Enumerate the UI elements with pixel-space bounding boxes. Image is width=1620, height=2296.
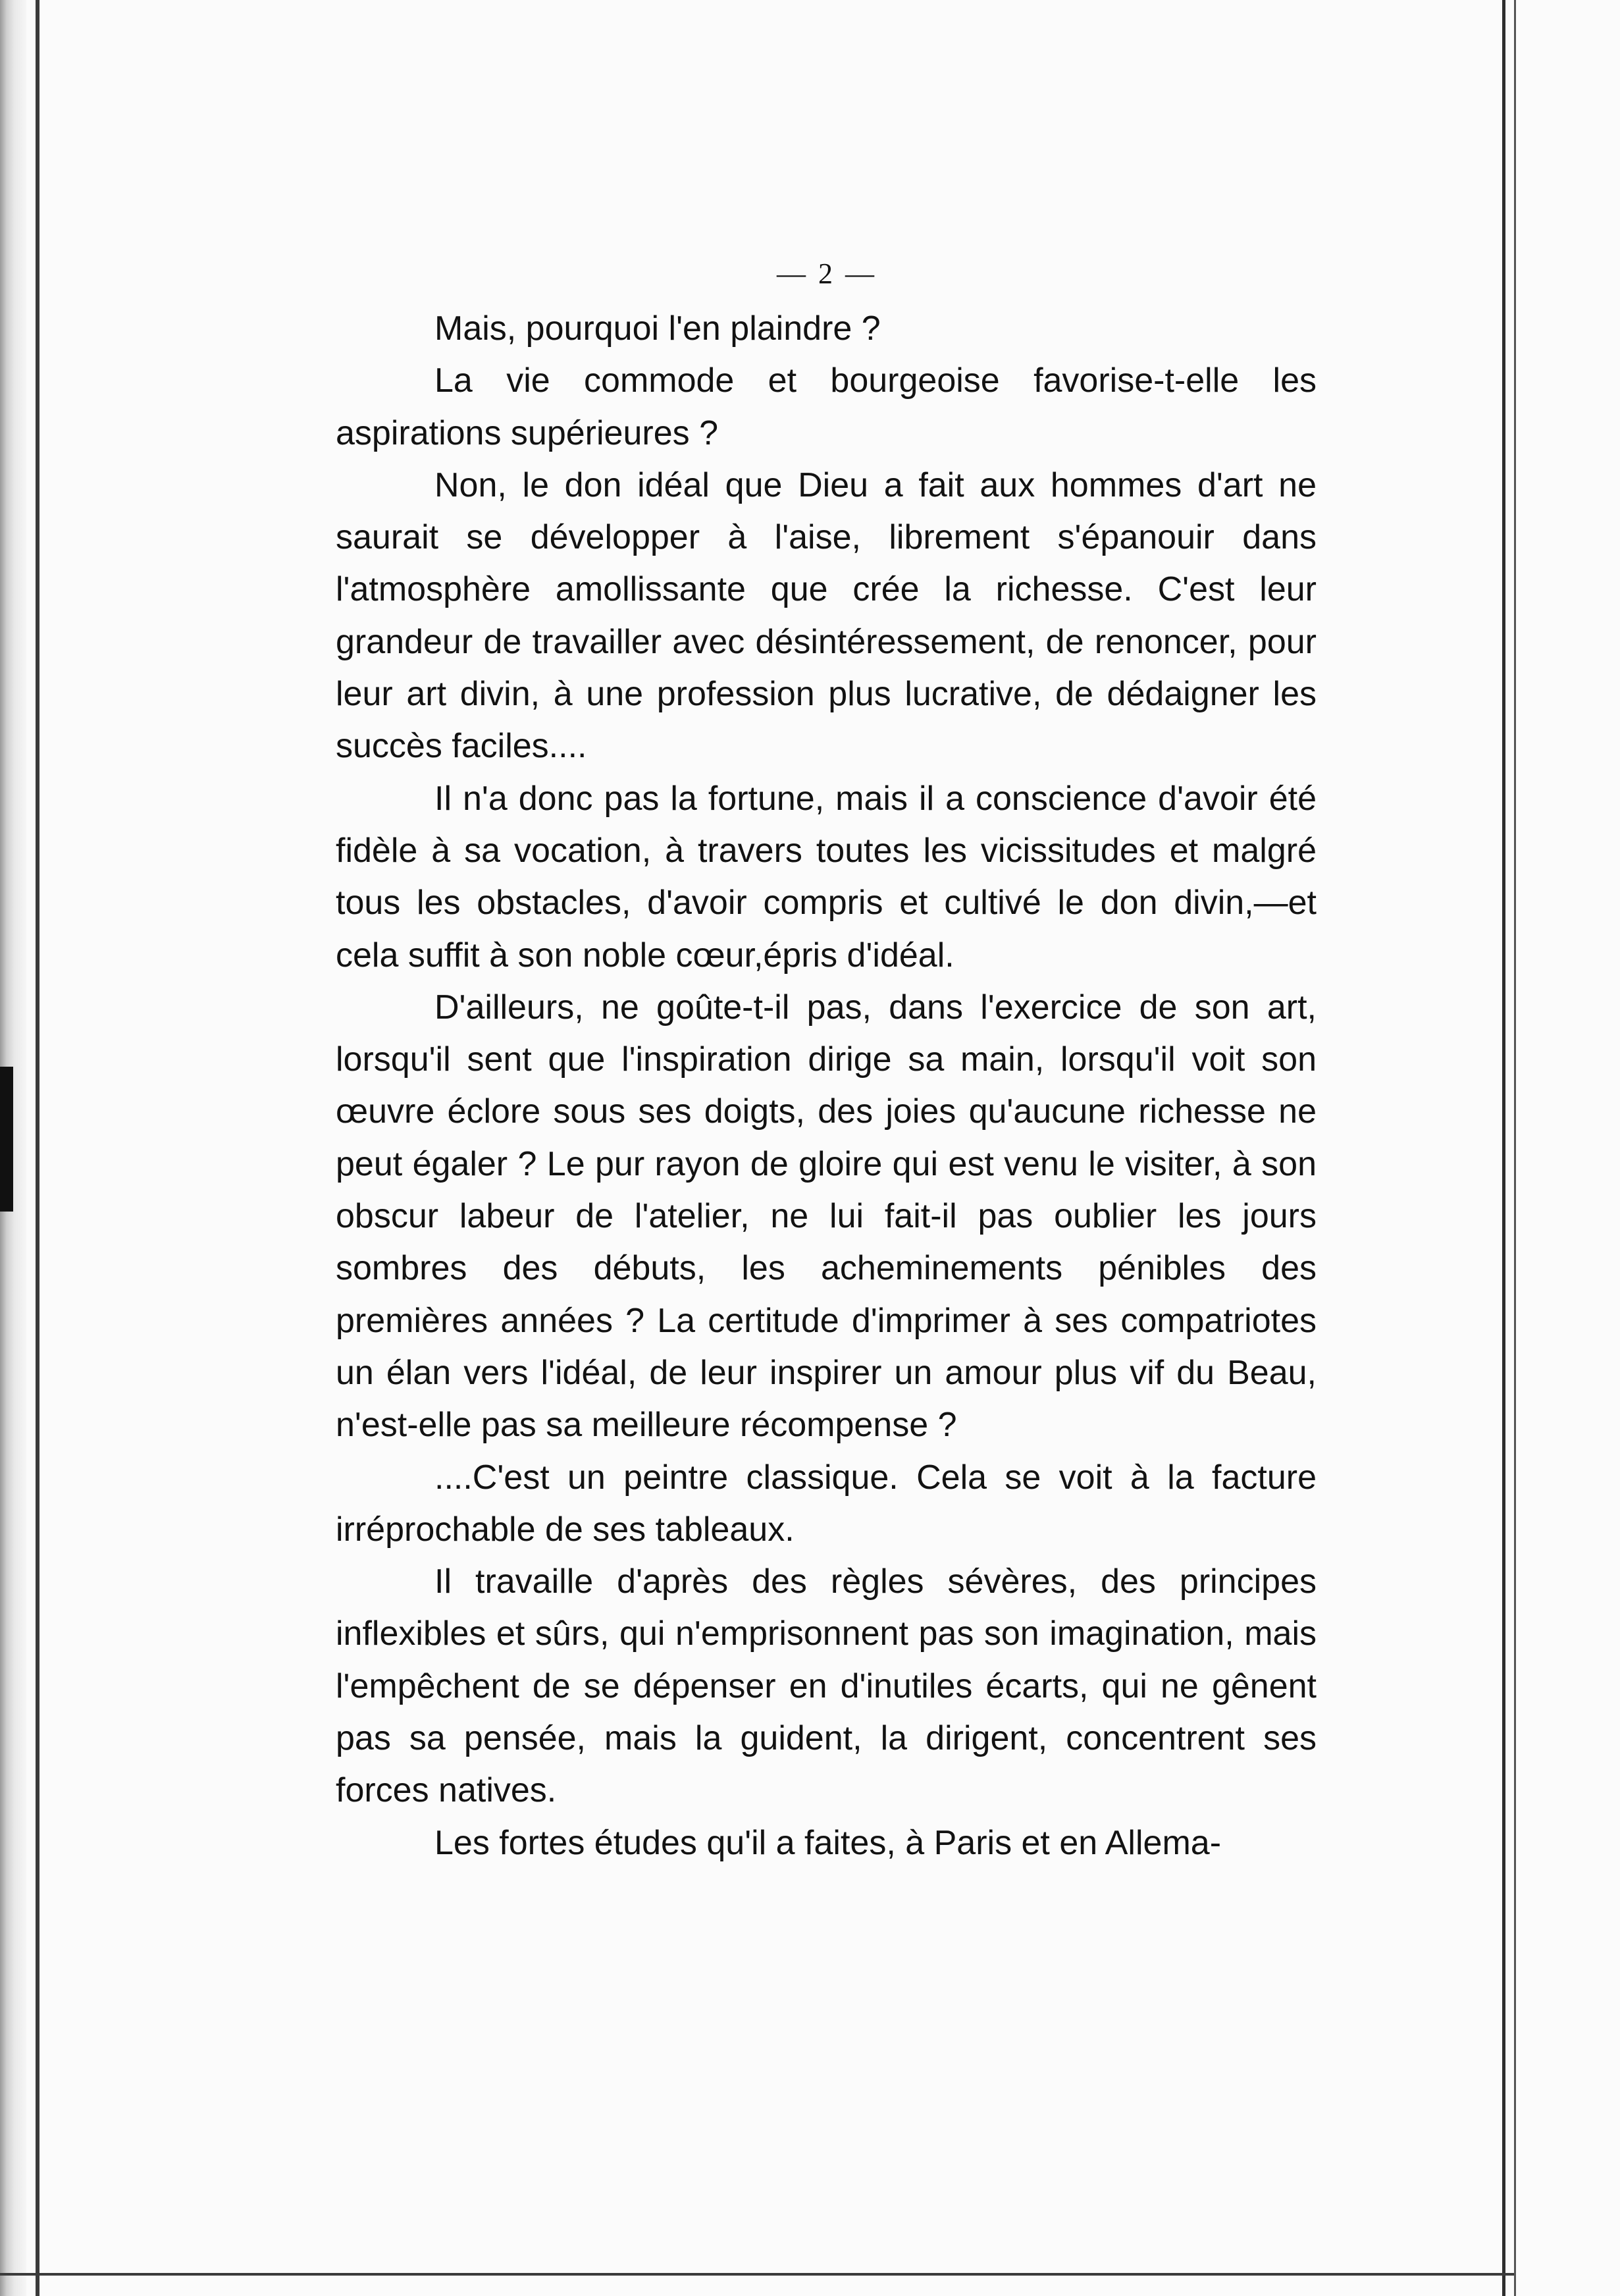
paragraph-4: Il n'a donc pas la fortune, mais il a conscience d'avoir été fidèle à sa vocation, à travers toutes les vicissitudes et malgré tous les obstacles, d'avoir compris et cultivé le don divin,—et cela suffit à son noble cœur,épris d'idéal. — [336, 779, 1317, 974]
paragraph-8: Les fortes études qu'il a faites, à Paris et en Allema- — [434, 1823, 1222, 1862]
paragraph-2: La vie commode et bourgeoise favorise-t-elle les aspirations supérieures ? — [336, 361, 1317, 452]
paragraph-7: Il travaille d'après des règles sévères, des principes inflexibles et sûrs, qui n'emprisonnent pas son imagination, mais l'empêchent de se dépenser en d'inutiles écarts, qui ne gênent pas sa pensée, mais la guident, la dirigent, concentrent ses forces natives. — [336, 1562, 1317, 1810]
left-ink-blot — [0, 1067, 13, 1212]
paragraph-5: D'ailleurs, ne goûte-t-il pas, dans l'exercice de son art, lorsqu'il sent que l'inspiration dirige sa main, lorsqu'il voit son œuvre éclore sous ses doigts, des joies qu'aucune richesse ne peut égaler ? Le pur rayon de gloire qui est venu le visiter, à son obscur labeur de l'atelier, ne lui fait-il pas oublier les jours sombres des débuts, les acheminements pénibles des premières années ? La certitude d'imprimer à ses compatriotes un élan vers l'idéal, de leur inspirer un amour plus vif du Beau, n'est-elle pas sa meilleure récompense ? — [336, 988, 1317, 1445]
paragraph-1: Mais, pourquoi l'en plaindre ? — [434, 309, 881, 348]
body-text — [336, 303, 1317, 1869]
right-page-divider — [1502, 0, 1505, 2296]
left-margin-rule — [36, 0, 39, 2296]
paragraph-6: ....C'est un peintre classique. Cela se voit à la facture irréprochable de ses tableaux. — [336, 1458, 1317, 1549]
next-page-edge — [1514, 0, 1516, 2296]
bottom-edge-rule — [0, 2273, 1514, 2276]
page-number: — 2 — — [777, 257, 877, 290]
paragraph-3: Non, le don idéal que Dieu a fait aux hommes d'art ne saurait se développer à l'aise, librement s'épanouir dans l'atmosphère amollissante que crée la richesse. C'est leur grandeur de travailler avec désintéressement, de renoncer, pour leur art divin, à une profession plus lucrative, de dédaigner les succès faciles.... — [336, 466, 1317, 766]
